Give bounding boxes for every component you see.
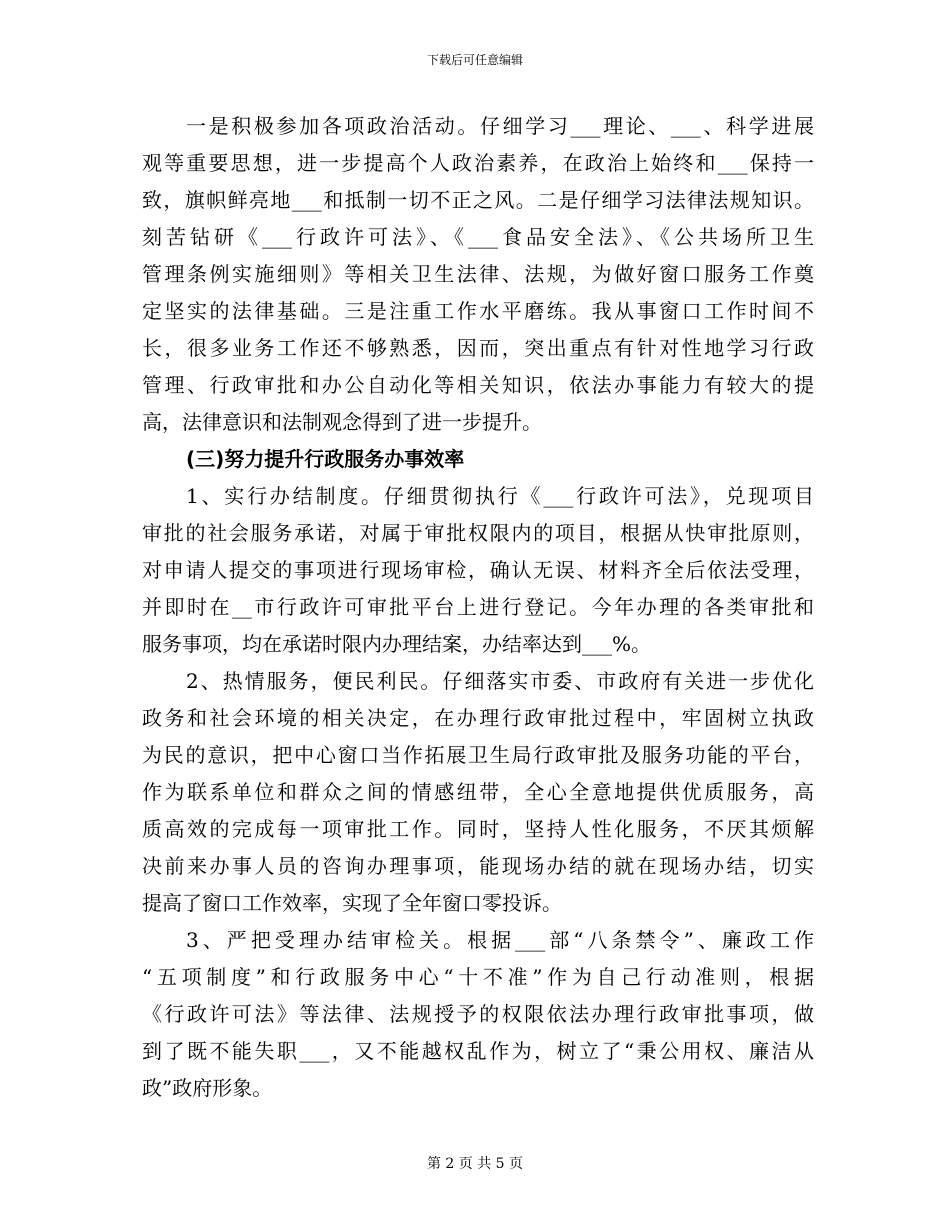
paragraph-line: 管理条例实施细则》等相关卫生法律、法规，为做好窗口服务工作奠 — [142, 262, 814, 286]
paragraph-line: 刻苦钻研《___行政许可法》、《___食品安全法》、《公共场所卫生 — [142, 225, 814, 249]
page-number: 第 2 页 共 5 页 — [426, 1156, 524, 1172]
paragraph-line: 为民的意识，把中心窗口当作拓展卫生局行政审批及服务功能的平台， — [142, 743, 814, 767]
document-body — [142, 108, 814, 1107]
paragraph-line: “五项制度”和行政服务中心“十不准”作为自己行动准则，根据 — [142, 965, 814, 989]
paragraph-line: 审批的社会服务承诺，对属于审批权限内的项目，根据从快审批原则， — [142, 521, 814, 545]
paragraph-line: 致，旗帜鲜亮地___和抵制一切不正之风。二是仔细学习法律法规知识。 — [142, 188, 814, 212]
paragraph-line: 作为联系单位和群众之间的情感纽带，全心全意地提供优质服务，高 — [142, 780, 814, 804]
paragraph-line: 决前来办事人员的咨询办理事项，能现场办结的就在现场办结，切实 — [142, 854, 814, 878]
paragraph-line: 定坚实的法律基础。三是注重工作水平磨练。我从事窗口工作时间不 — [142, 299, 814, 323]
paragraph-line: 观等重要思想，进一步提高个人政治素养，在政治上始终和___保持一 — [142, 151, 814, 175]
paragraph-line: 2、热情服务，便民利民。仔细落实市委、市政府有关进一步优化 — [186, 669, 814, 693]
paragraph-line: 高，法律意识和法制观念得到了进一步提升。 — [142, 410, 542, 434]
page-header: 下载后可任意编辑 — [426, 53, 523, 67]
paragraph-line: 政”政府形象。 — [142, 1076, 273, 1100]
paragraph-line: 对申请人提交的事项进行现场审检，确认无误、材料齐全后依法受理， — [142, 558, 814, 582]
section-heading: (三)努力提升行政服务办事效率 — [186, 447, 465, 471]
paragraph-line: 政务和社会环境的相关决定，在办理行政审批过程中，牢固树立执政 — [142, 706, 814, 730]
paragraph-line: 到了既不能失职___，又不能越权乱作为，树立了“秉公用权、廉洁从 — [142, 1039, 814, 1063]
paragraph-line: 提高了窗口工作效率，实现了全年窗口零投诉。 — [142, 891, 562, 915]
paragraph-line: 一是积极参加各项政治活动。仔细学习___理论、___、科学进展 — [186, 114, 814, 138]
paragraph-line: 服务事项，均在承诺时限内办理结案，办结率达到___%。 — [142, 632, 652, 656]
paragraph-line: 3、严把受理办结审检关。根据___部“八条禁令”、廉政工作 — [186, 928, 814, 952]
paragraph-line: 管理、行政审批和办公自动化等相关知识，依法办事能力有较大的提 — [142, 373, 814, 397]
paragraph-line: 并即时在__市行政许可审批平台上进行登记。今年办理的各类审批和 — [142, 595, 814, 619]
paragraph-line: 1、实行办结制度。仔细贯彻执行《___行政许可法》，兑现项目 — [186, 484, 814, 508]
paragraph-line: 长，很多业务工作还不够熟悉，因而，突出重点有针对性地学习行政 — [142, 336, 814, 360]
paragraph-line: 质高效的完成每一项审批工作。同时，坚持人性化服务，不厌其烦解 — [142, 817, 814, 841]
paragraph-line: 《行政许可法》等法律、法规授予的权限依法办理行政审批事项，做 — [142, 1002, 814, 1026]
